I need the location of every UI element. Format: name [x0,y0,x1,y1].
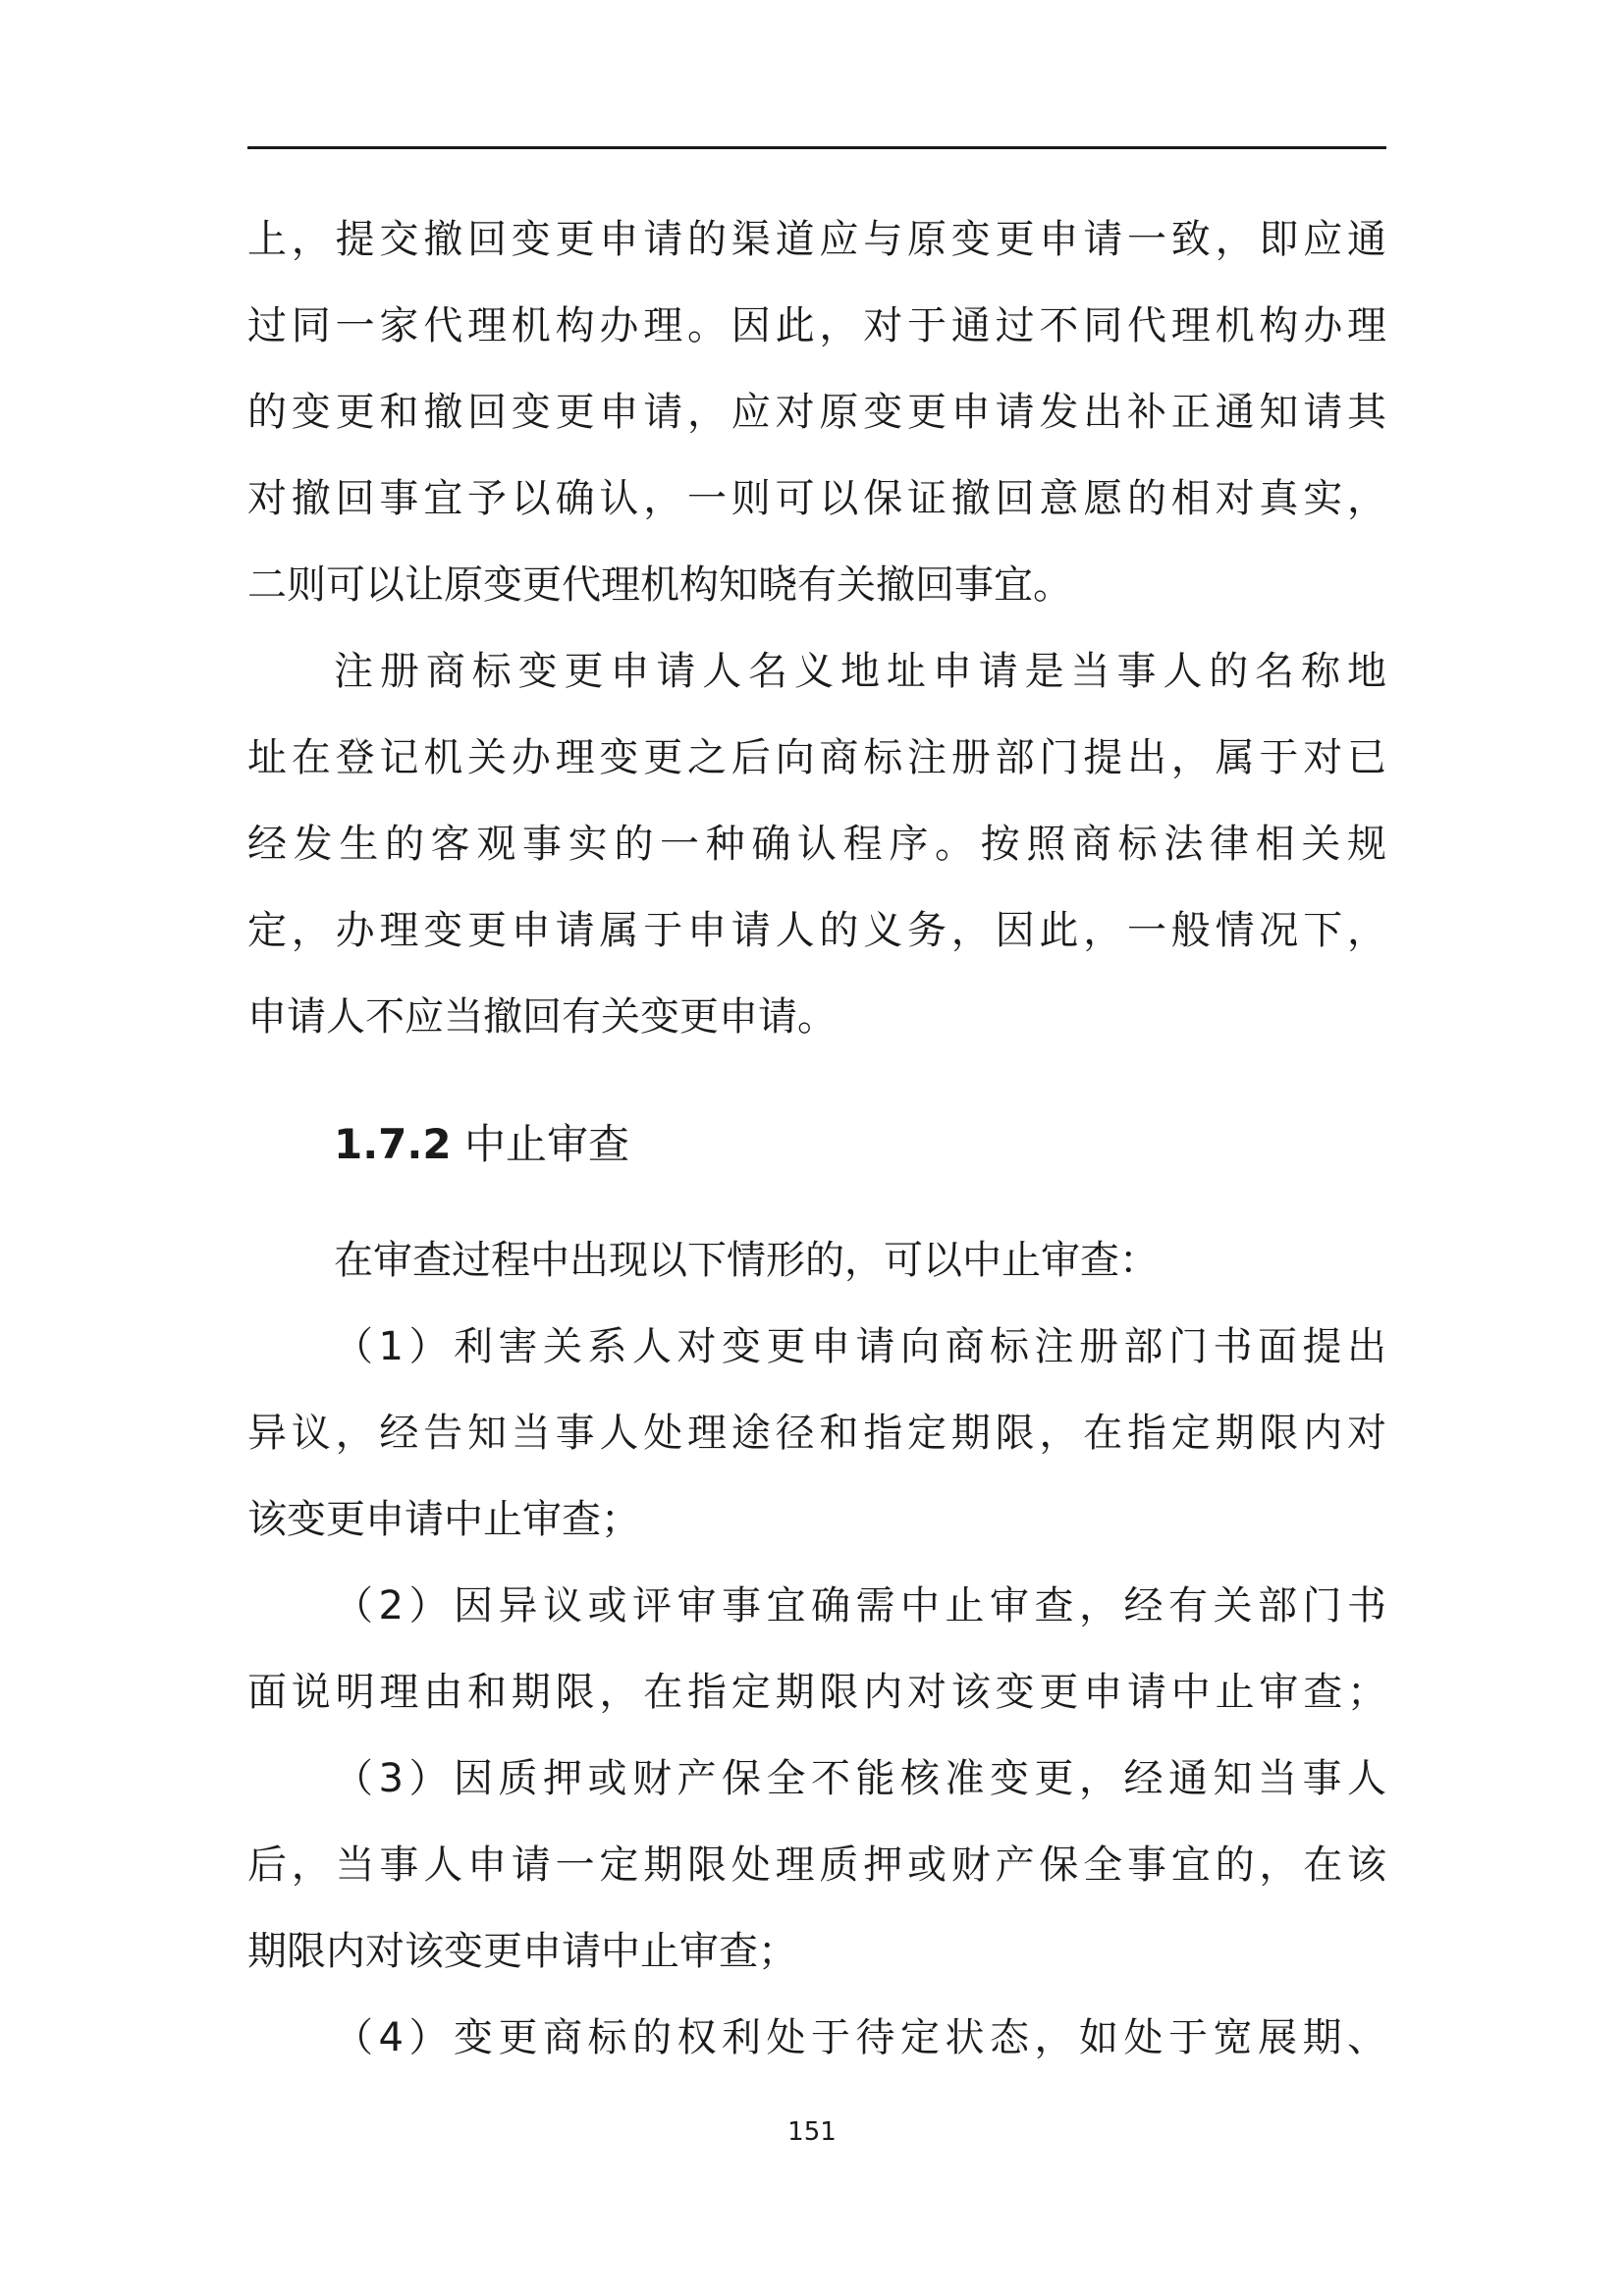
paragraph-line: 对撤回事宜予以确认，一则可以保证撤回意愿的相对真实， [247,476,1386,521]
section-number: 1.7.2 [334,1120,452,1168]
paragraph-line: 申请人不应当撤回有关变更申请。 [247,994,837,1040]
paragraph-line: 二则可以让原变更代理机构知晓有关撤回事宜。 [247,562,1072,608]
list-item-line: （1）利害关系人对变更申请向商标注册部门书面提出 [334,1324,1386,1369]
list-item-line: 期限内对该变更申请中止审查； [247,1929,797,1974]
paragraph-line: 址在登记机关办理变更之后向商标注册部门提出，属于对已 [247,735,1386,780]
paragraph-line: 上，提交撤回变更申请的渠道应与原变更申请一致，即应通 [247,217,1386,262]
section-title: 中止审查 [463,1120,629,1168]
list-item-line: （2）因异议或评审事宜确需中止审查，经有关部门书 [334,1583,1386,1629]
paragraph-line: 过同一家代理机构办理。因此，对于通过不同代理机构办理 [247,303,1386,348]
paragraph-line: 注册商标变更申请人名义地址申请是当事人的名称地 [334,649,1386,694]
header-rule [247,146,1386,149]
page-number: 151 [787,2117,837,2147]
list-item-line: 该变更申请中止审查； [247,1497,640,1542]
paragraph-line: 定，办理变更申请属于申请人的义务，因此，一般情况下， [247,908,1386,953]
list-item-line: 后，当事人申请一定期限处理质押或财产保全事宜的，在该 [247,1842,1386,1888]
paragraph-line: 在审查过程中出现以下情形的，可以中止审查： [334,1238,1159,1283]
paragraph-line: 的变更和撤回变更申请，应对原变更申请发出补正通知请其 [247,390,1386,435]
list-item-line: 面说明理由和期限，在指定期限内对该变更申请中止审查； [247,1670,1386,1715]
section-heading [334,1101,629,1188]
list-item-line: （4）变更商标的权利处于待定状态，如处于宽展期、 [334,2015,1386,2060]
paragraph-line: 经发生的客观事实的一种确认程序。按照商标法律相关规 [247,822,1386,867]
list-item-line: （3）因质押或财产保全不能核准变更，经通知当事人 [334,1756,1386,1801]
list-item-line: 异议，经告知当事人处理途径和指定期限，在指定期限内对 [247,1411,1386,1456]
